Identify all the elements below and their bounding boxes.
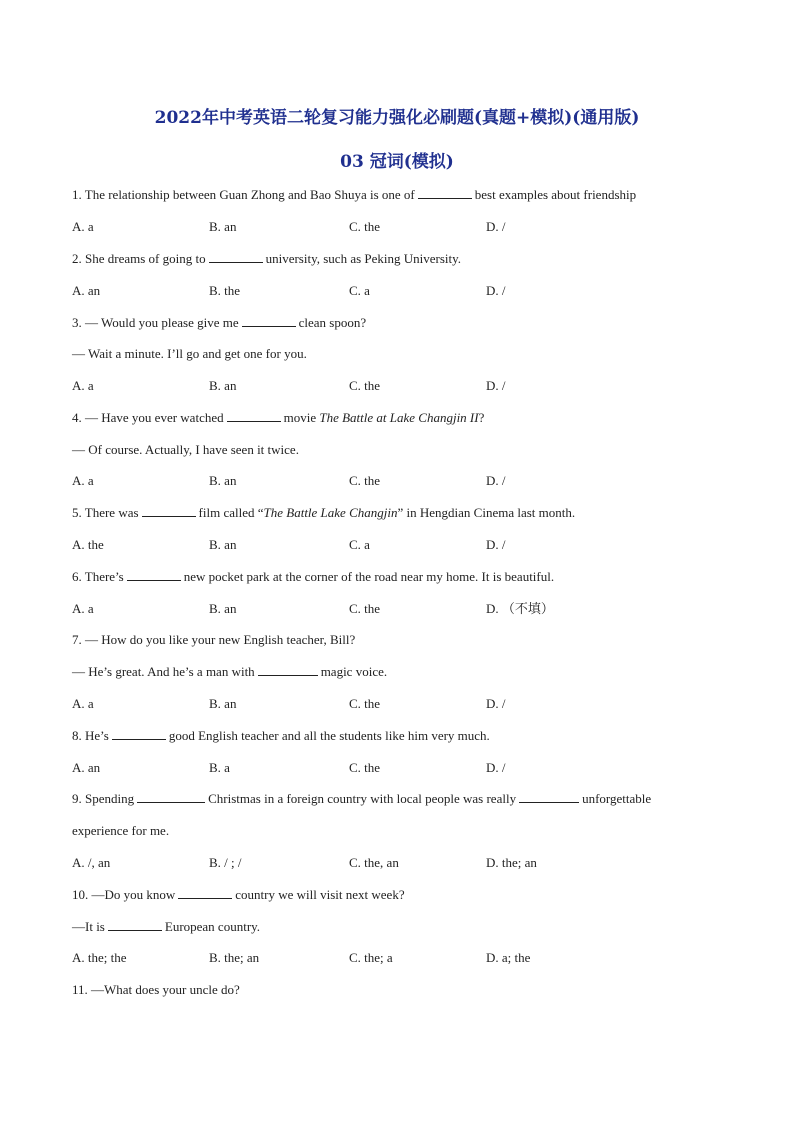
answer-blank <box>418 186 472 199</box>
question-9 <box>72 790 651 808</box>
question-text: good English teacher and all the students like him very much. <box>168 728 490 743</box>
question-8 <box>72 727 490 745</box>
question-10 <box>72 886 405 904</box>
answer-blank <box>137 790 205 803</box>
option-a: A. the <box>72 537 104 552</box>
option-c: C. the, an <box>349 855 399 870</box>
question-5 <box>72 504 575 522</box>
question-4-reply: — Of course. Actually, I have seen it twice. <box>72 442 299 457</box>
question-text: ” in Hengdian Cinema last month. <box>397 505 576 520</box>
question-text: film called “ <box>198 505 264 520</box>
question-text: unforgettable <box>582 791 652 806</box>
question-text: 4. — Have you ever watched <box>72 410 224 425</box>
question-1 <box>72 186 636 204</box>
option-a: A. a <box>72 378 94 393</box>
question-text: 1. The relationship between Guan Zhong and Bao Shuya is one of <box>72 187 415 202</box>
option-b: B. the <box>209 283 241 298</box>
answer-blank <box>227 409 281 422</box>
answer-blank <box>127 568 181 581</box>
question-text: 6. There’s <box>72 569 124 584</box>
answer-blank <box>519 790 579 803</box>
option-a: A. a <box>72 219 94 234</box>
film-title: The Battle Lake Changjin <box>263 505 398 520</box>
question-text: 3. — Would you please give me <box>72 315 239 330</box>
option-a: A. the; the <box>72 950 127 965</box>
question-text: best examples about friendship <box>474 187 637 202</box>
answer-blank <box>209 250 263 263</box>
movie-title: The Battle at Lake Changjin II <box>319 410 479 425</box>
option-d: D. / <box>486 473 506 488</box>
option-c: C. the; a <box>349 950 393 965</box>
question-text: 2. She dreams of going to <box>72 251 206 266</box>
question-text: Christmas in a foreign country with local people was really <box>208 791 517 806</box>
question-3 <box>72 314 366 332</box>
option-b: B. the; an <box>209 950 260 965</box>
option-c: C. the <box>349 760 381 775</box>
option-c: C. a <box>349 283 370 298</box>
option-c: C. the <box>349 219 381 234</box>
option-d: D. a; the <box>486 950 531 965</box>
option-b: B. an <box>209 219 237 234</box>
question-text: new pocket park at the corner of the road near my home. It is beautiful. <box>183 569 555 584</box>
option-b: B. an <box>209 537 237 552</box>
question-11: 11. —What does your uncle do? <box>72 982 240 997</box>
question-text: movie <box>283 410 317 425</box>
option-c: C. the <box>349 601 381 616</box>
document-title: 2022年中考英语二轮复习能力强化必刷题(真题+模拟)(通用版) <box>154 108 640 128</box>
question-3-reply: — Wait a minute. I’ll go and get one for you. <box>72 346 307 361</box>
answer-blank <box>142 504 196 517</box>
option-a: A. a <box>72 696 94 711</box>
option-a: A. a <box>72 473 94 488</box>
question-text: magic voice. <box>320 664 388 679</box>
question-9-continued: experience for me. <box>72 823 170 838</box>
question-text: 8. He’s <box>72 728 109 743</box>
option-d: D. / <box>486 537 506 552</box>
option-d: D. / <box>486 219 506 234</box>
question-text: university, such as Peking University. <box>265 251 462 266</box>
question-text: ? <box>478 410 485 425</box>
option-a: A. an <box>72 283 101 298</box>
answer-blank <box>108 918 162 931</box>
option-c: C. the <box>349 473 381 488</box>
question-text: — He’s great. And he’s a man with <box>72 664 255 679</box>
option-d: D. / <box>486 283 506 298</box>
answer-blank <box>242 314 296 327</box>
option-d: D. / <box>486 378 506 393</box>
option-b: B. an <box>209 473 237 488</box>
answer-blank <box>112 727 166 740</box>
question-2 <box>72 250 461 268</box>
option-c: C. the <box>349 378 381 393</box>
option-c: C. a <box>349 537 370 552</box>
option-d: D. the; an <box>486 855 537 870</box>
section-title: 03 冠词(模拟) <box>340 152 454 172</box>
option-b: B. / ; / <box>209 855 242 870</box>
option-b: B. an <box>209 601 237 616</box>
option-d: D. （不填） <box>486 601 554 616</box>
question-text: country we will visit next week? <box>235 887 405 902</box>
option-b: B. an <box>209 378 237 393</box>
question-6 <box>72 568 554 586</box>
question-text: 10. —Do you know <box>72 887 176 902</box>
question-text: clean spoon? <box>298 315 367 330</box>
question-7-reply <box>72 663 387 681</box>
answer-blank <box>178 886 232 899</box>
question-10-reply <box>72 918 260 936</box>
question-text: —It is <box>72 919 105 934</box>
question-text: 9. Spending <box>72 791 135 806</box>
option-d: D. / <box>486 760 506 775</box>
option-b: B. an <box>209 696 237 711</box>
option-d: D. / <box>486 696 506 711</box>
question-text: 5. There was <box>72 505 139 520</box>
option-b: B. a <box>209 760 230 775</box>
option-a: A. an <box>72 760 101 775</box>
option-a: A. a <box>72 601 94 616</box>
option-c: C. the <box>349 696 381 711</box>
answer-blank <box>258 663 318 676</box>
question-text: European country. <box>164 919 261 934</box>
question-7: 7. — How do you like your new English teacher, Bill? <box>72 632 356 647</box>
question-4 <box>72 409 484 427</box>
option-a: A. /, an <box>72 855 111 870</box>
